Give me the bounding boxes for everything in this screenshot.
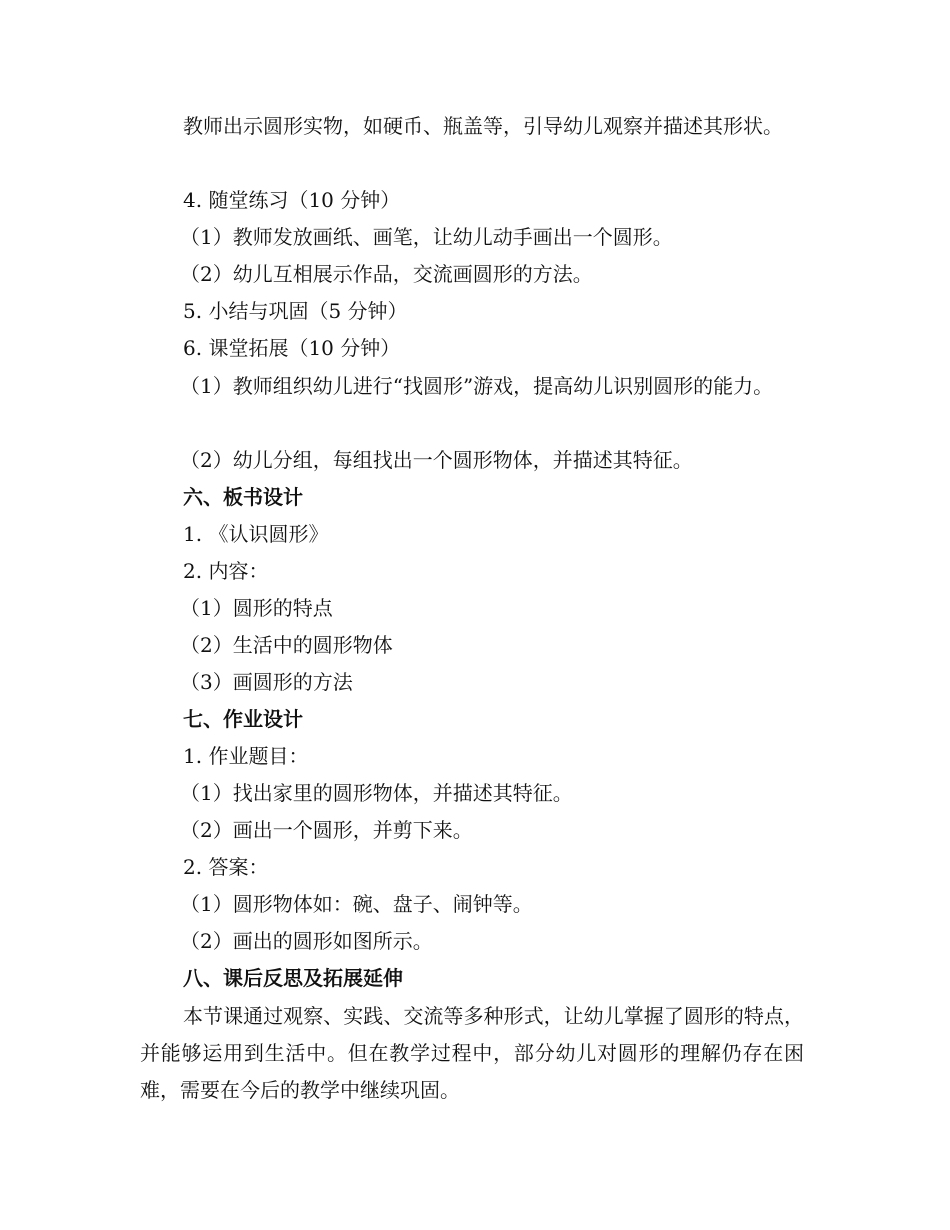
section-6-sub-3: （3）画圆形的方法 [180,670,353,694]
section-7-answer-1: （1）圆形物体如：碗、盘子、闹钟等。 [180,892,533,916]
step-4-item-1: （1）教师发放画纸、画笔，让幼儿动手画出一个圆形。 [180,225,673,249]
section-7-heading: 七、作业设计 [183,707,303,731]
intro-paragraph: 教师出示圆形实物，如硬币、瓶盖等，引导幼儿观察并描述其形状。 [183,114,783,138]
section-6-item-2: 2. 内容： [183,559,269,583]
section-6-sub-1: （1）圆形的特点 [180,596,333,620]
step-6-item-2: （2）幼儿分组，每组找出一个圆形物体，并描述其特征。 [180,448,693,472]
section-7-answer-2: （2）画出的圆形如图所示。 [180,929,433,953]
section-6-item-1: 1. 《认识圆形》 [183,522,329,546]
step-4-item-2: （2）幼儿互相展示作品，交流画圆形的方法。 [180,262,593,286]
section-6-sub-2: （2）生活中的圆形物体 [180,633,393,657]
section-8-body: 本节课通过观察、实践、交流等多种形式，让幼儿掌握了圆形的特点，并能够运用到生活中。但在教学过程中，部分幼儿对圆形的理解仍存在困难，需要在今后的教学中继续巩固。 [140,1004,804,1102]
step-6-item-1: （1）教师组织幼儿进行“找圆形”游戏，提高幼儿识别圆形的能力。 [180,374,774,398]
step-6-heading: 6. 课堂拓展（10 分钟） [183,336,401,360]
section-7-item-2: 2. 答案： [183,855,269,879]
step-5-heading: 5. 小结与巩固（5 分钟） [183,299,408,323]
section-7-item-1: 1. 作业题目： [183,744,309,768]
section-7-sub-1: （1）找出家里的圆形物体，并描述其特征。 [180,781,573,805]
section-6-heading: 六、板书设计 [183,485,303,509]
step-4-heading: 4. 随堂练习（10 分钟） [183,188,401,212]
section-8-heading: 八、课后反思及拓展延伸 [183,966,403,990]
section-7-sub-2: （2）画出一个圆形，并剪下来。 [180,818,473,842]
